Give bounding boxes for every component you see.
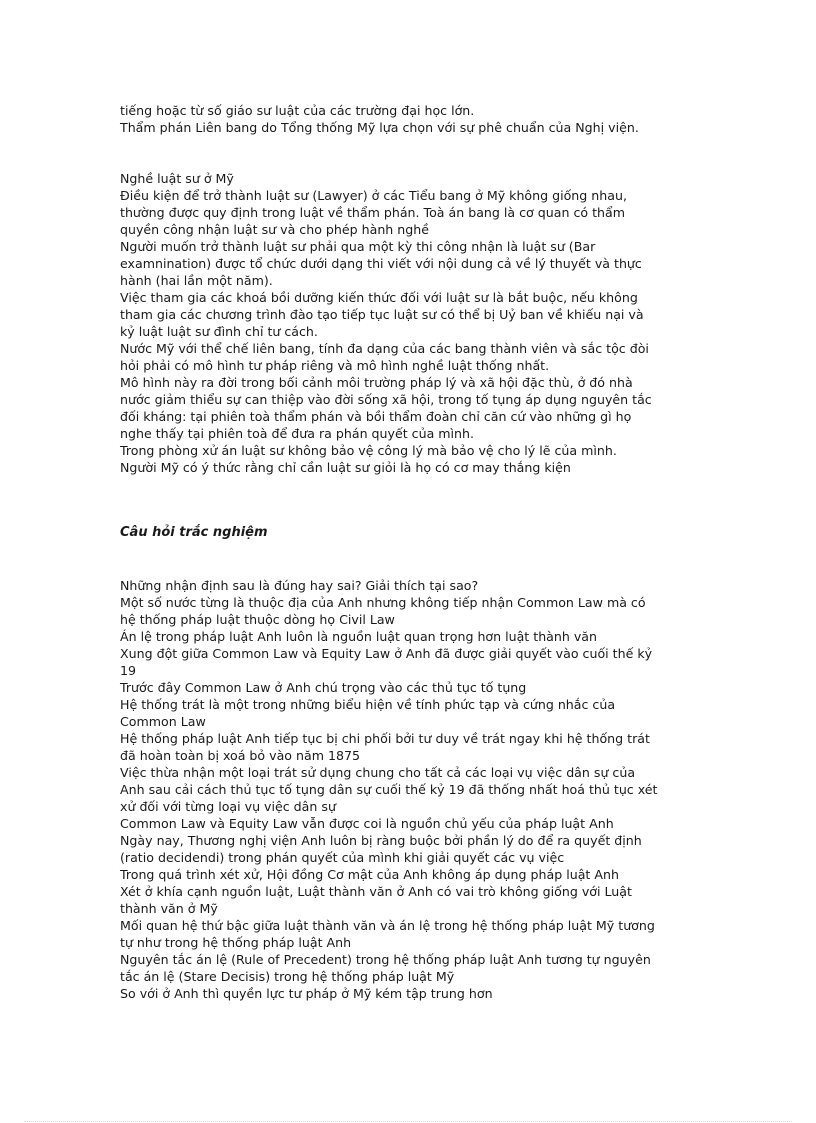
text-line: hệ thống pháp luật thuộc dòng họ Civil Law: [120, 612, 395, 627]
text-line: Anh sau cải cách thủ tục tố tụng dân sự cuối thế kỷ 19 đã thống nhất hoá thủ tục xét: [120, 782, 658, 797]
text-line: examnination) được tổ chức dưới dạng thi viết với nội dung cả về lý thuyết và thực: [120, 256, 642, 271]
text-line: Nguyên tắc án lệ (Rule of Precedent) trong hệ thống pháp luật Anh tương tự nguyên: [120, 952, 651, 967]
text-line: Thẩm phán Liên bang do Tổng thống Mỹ lựa chọn với sự phê chuẩn của Nghị viện.: [120, 120, 639, 135]
text-line: tham gia các chương trình đào tạo tiếp tục luật sư có thể bị Uỷ ban về khiếu nại và: [120, 307, 644, 322]
text-line: Án lệ trong pháp luật Anh luôn là nguồn luật quan trọng hơn luật thành văn: [120, 629, 598, 644]
text-line: Common Law và Equity Law vẫn được coi là nguồn chủ yếu của pháp luật Anh: [120, 816, 614, 831]
document-body: [120, 102, 700, 1002]
text-line: Người muốn trở thành luật sư phải qua một kỳ thi công nhận là luật sư (Bar: [120, 239, 596, 254]
text-line: đối kháng: tại phiên toà thẩm phán và bồi thẩm đoàn chỉ căn cứ vào những gì họ: [120, 409, 632, 424]
text-line: Trong quá trình xét xử, Hội đồng Cơ mật của Anh không áp dụng pháp luật Anh: [120, 867, 619, 882]
text-line: Ngày nay, Thương nghị viện Anh luôn bị ràng buộc bởi phần lý do để ra quyết định: [120, 833, 642, 848]
text-line: Hệ thống pháp luật Anh tiếp tục bị chi phối bởi tư duy về trát ngay khi hệ thống trát: [120, 731, 650, 746]
quiz-section: [120, 577, 700, 1002]
text-line: 19: [120, 663, 137, 678]
text-line: hành (hai lần một năm).: [120, 273, 273, 288]
text-line: Trong phòng xử án luật sư không bảo vệ công lý mà bảo vệ cho lý lẽ của mình.: [120, 443, 617, 458]
text-line: kỷ luật luật sư đình chỉ tư cách.: [120, 324, 318, 339]
text-line: Hệ thống trát là một trong những biểu hiện về tính phức tạp và cứng nhắc của: [120, 697, 616, 712]
text-line: tắc án lệ (Stare Decisis) trong hệ thống pháp luật Mỹ: [120, 969, 455, 984]
text-line: Xung đột giữa Common Law và Equity Law ở Anh đã được giải quyết vào cuối thế kỷ: [120, 646, 653, 661]
text-line: tự như trong hệ thống pháp luật Anh: [120, 935, 352, 950]
text-line: hỏi phải có mô hình tư pháp riêng và mô hình nghề luật thống nhất.: [120, 358, 550, 373]
text-line: Nước Mỹ với thể chế liên bang, tính đa dạng của các bang thành viên và sắc tộc đòi: [120, 341, 649, 356]
text-line: Điều kiện để trở thành luật sư (Lawyer) ở các Tiểu bang ở Mỹ không giống nhau,: [120, 188, 627, 203]
text-line: Xét ở khía cạnh nguồn luật, Luật thành văn ở Anh có vai trò không giống với Luật: [120, 884, 632, 899]
text-line: Trước đây Common Law ở Anh chú trọng vào các thủ tục tố tụng: [120, 680, 527, 695]
quiz-heading: Câu hỏi trắc nghiệm: [120, 525, 268, 540]
text-line: Việc tham gia các khoá bồi dưỡng kiến thức đối với luật sư là bắt buộc, nếu không: [120, 290, 638, 305]
text-line: tiếng hoặc từ số giáo sư luật của các trường đại học lớn.: [120, 103, 475, 118]
lawyer-section: [120, 170, 700, 476]
text-line: Mối quan hệ thứ bậc giữa luật thành văn và án lệ trong hệ thống pháp luật Mỹ tương: [120, 918, 655, 933]
text-line: thành văn ở Mỹ: [120, 901, 218, 916]
text-line: Người Mỹ có ý thức rằng chỉ cần luật sư giỏi là họ có cơ may thắng kiện: [120, 460, 571, 475]
text-line: So với ở Anh thì quyền lực tư pháp ở Mỹ kém tập trung hơn: [120, 986, 493, 1001]
text-line: Mô hình này ra đời trong bối cảnh môi trường pháp lý và xã hội đặc thù, ở đó nhà: [120, 375, 633, 390]
text-line: đã hoàn toàn bị xoá bỏ vào năm 1875: [120, 748, 361, 763]
page-bottom-divider: [24, 1121, 792, 1122]
text-line: xử đối với từng loại vụ việc dân sự: [120, 799, 336, 814]
text-line: Việc thừa nhận một loại trát sử dụng chung cho tất cả các loại vụ việc dân sự của: [120, 765, 636, 780]
text-line: nghe thấy tại phiên toà để đưa ra phán quyết của mình.: [120, 426, 475, 441]
text-line: quyền công nhận luật sư và cho phép hành nghề: [120, 222, 430, 237]
text-line: Common Law: [120, 714, 206, 729]
text-line: Một số nước từng là thuộc địa của Anh nhưng không tiếp nhận Common Law mà có: [120, 595, 646, 610]
text-line: Những nhận định sau là đúng hay sai? Giải thích tại sao?: [120, 578, 479, 593]
section-title: Nghề luật sư ở Mỹ: [120, 171, 234, 186]
text-line: thường được quy định trong luật về thẩm phán. Toà án bang là cơ quan có thẩm: [120, 205, 625, 220]
text-line: (ratio decidendi) trong phán quyết của mình khi giải quyết các vụ việc: [120, 850, 565, 865]
intro-block: [120, 102, 700, 136]
text-line: nước giảm thiểu sự can thiệp vào đời sống xã hội, trong tố tụng áp dụng nguyên tắc: [120, 392, 652, 407]
